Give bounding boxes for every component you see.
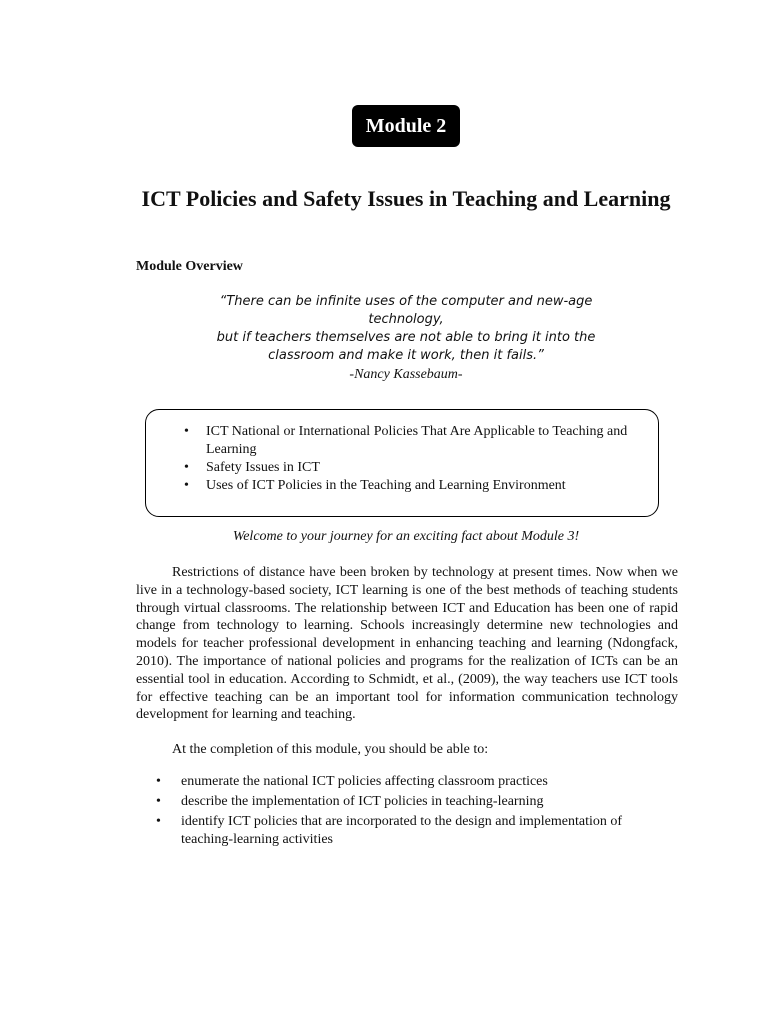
body-paragraph: Restrictions of distance have been broken by technology at present times. Now when we live in a technology-based society, ICT learning is one of the best methods of teaching students through virtual classrooms. The relationship between ICT and Education has been one of rapid change from technology to learning. Schools increasingly determine new technologies and models for teacher professional development in enhancing teaching and learning (Ndongfack, 2010). The importance of national policies and programs for the realization of ICTs can be an essential tool in education. According to Schmidt, et al., (2009), the way teachers use ICT tools for effective teaching can be an important tool for information communication technology development for learning and teaching. (136, 565, 678, 723)
welcome-text: Welcome to your journey for an exciting fact about Module 3! (232, 529, 580, 544)
module-badge (352, 105, 460, 147)
list-item-text: Uses of ICT Policies in the Teaching and Learning Environment (206, 478, 566, 493)
bullet-icon: • (156, 814, 161, 829)
quote-line: “There can be infinite uses of the computer and new-age technology, (219, 294, 593, 327)
bullet-icon: • (156, 794, 161, 809)
objectives-list (156, 773, 676, 851)
completion-intro: At the completion of this module, you should be able to: (172, 742, 489, 757)
bullet-icon: • (184, 460, 189, 475)
page-title: ICT Policies and Safety Issues in Teaching and Learning (141, 186, 671, 211)
list-item-text: ICT National or International Policies That Are Applicable to Teaching and Learning (206, 424, 628, 457)
quote-line: classroom and make it work, then it fails.” (268, 348, 544, 363)
list-item-text: Safety Issues in ICT (206, 460, 320, 475)
list-item-text: enumerate the national ICT policies affecting classroom practices (181, 774, 548, 789)
topics-list (184, 423, 644, 495)
overview-heading: Module Overview (136, 259, 243, 274)
list-item (156, 793, 676, 811)
list-item-text: describe the implementation of ICT policies in teaching-learning (181, 794, 544, 809)
bullet-icon: • (156, 774, 161, 789)
bullet-icon: • (184, 424, 189, 439)
module-label: Module 2 (365, 114, 447, 137)
quote (190, 293, 622, 365)
quote-author: -Nancy Kassebaum- (349, 367, 463, 382)
list-item (184, 459, 644, 477)
list-item (156, 773, 676, 791)
list-item (184, 477, 644, 495)
quote-line: but if teachers themselves are not able to bring it into the (216, 330, 596, 345)
list-item-text: identify ICT policies that are incorporated to the design and implementation of teaching-learning activities (181, 814, 623, 847)
topics-box (145, 409, 659, 517)
list-item (184, 423, 644, 459)
list-item (156, 813, 676, 849)
bullet-icon: • (184, 478, 189, 493)
